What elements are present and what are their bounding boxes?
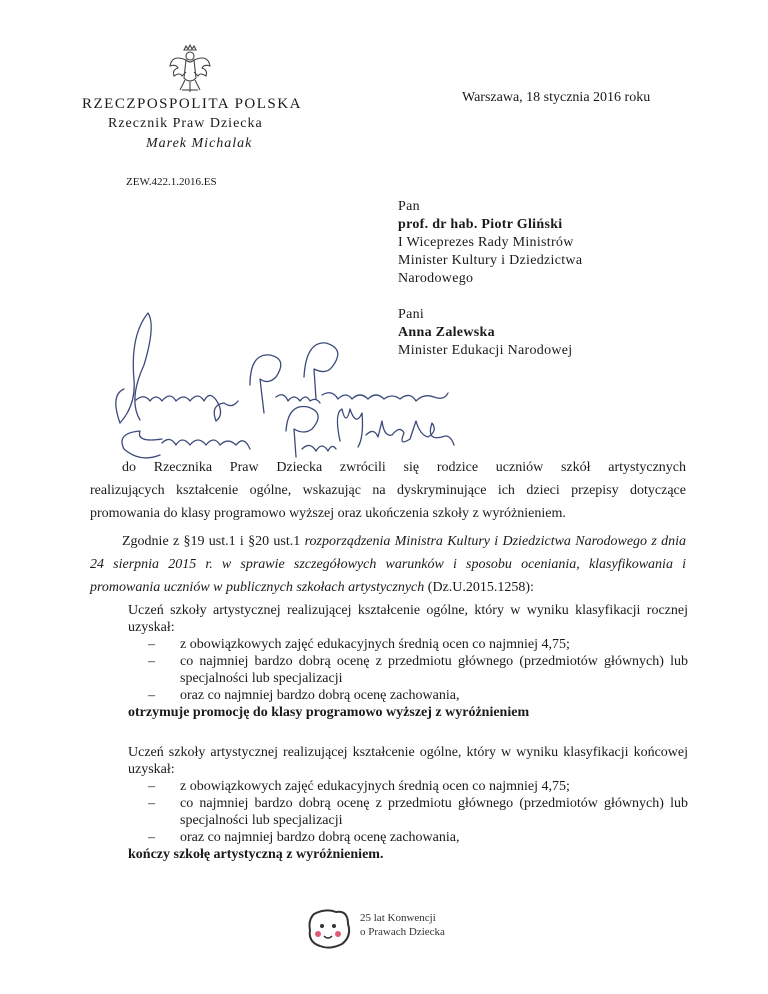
recipient-2-title: Minister Edukacji Narodowej — [398, 343, 573, 358]
criteria-intro: Uczeń szkoły artystycznej realizującej kształcenie ogólne, który w wyniku klasyfikacji końcowej uzyskał: — [128, 745, 688, 777]
body-paragraph-2-start: Zgodnie z §19 ust.1 i §20 ust.1 — [122, 534, 305, 549]
criteria-block-annual — [128, 602, 688, 721]
recipient-1-title: Narodowego — [398, 271, 474, 286]
criteria-result: otrzymuje promocję do klasy programowo wyższej z wyróżnieniem — [128, 705, 530, 720]
recipient-2-salutation: Pani — [398, 307, 425, 322]
list-item: – z obowiązkowych zajęć edukacyjnych średnią ocen co najmniej 4,75; — [148, 779, 570, 794]
handwritten-salutation-signature — [100, 305, 480, 480]
dateline: Warszawa, 18 stycznia 2016 roku — [462, 90, 651, 105]
office-name: Rzecznik Praw Dziecka — [108, 116, 263, 131]
eagle-emblem-icon — [168, 44, 212, 96]
criteria-block-final — [128, 744, 688, 863]
list-item: – co najmniej bardzo dobrą ocenę z przedmiotu głównego (przedmiotów głównych) lub specjalności lub specjalizacji — [148, 796, 688, 828]
body-paragraph-1-rest: realizujących kształcenie ogólne, wskazując na dyskryminujące ich dzieci przepisy dotyczące promowania do klasy programowo wyższej oraz ukończenia szkoły z wyróżnieniem. — [90, 483, 686, 521]
convention-logo-text: 25 lat Konwencji o Prawach Dziecka — [360, 912, 445, 938]
body-paragraph-1 — [90, 456, 686, 525]
reference-number: ZEW.422.1.2016.ES — [126, 176, 217, 188]
list-item: – z obowiązkowych zajęć edukacyjnych średnią ocen co najmniej 4,75; — [148, 637, 570, 652]
recipient-1-title: Minister Kultury i Dziedzictwa — [398, 253, 583, 268]
convention-logo-icon — [306, 908, 352, 950]
list-item: – co najmniej bardzo dobrą ocenę z przedmiotu głównego (przedmiotów głównych) lub specjalności lub specjalizacji — [148, 654, 688, 686]
regulation-title: rozporządzenia Ministra Kultury i Dziedzictwa Narodowego z dnia 24 sierpnia 2015 r. w sprawie szczegółowych warunków i sposobu oceniania, klasyfikowania i promowania uczniów w publicznych szkołach artystycznych — [90, 534, 686, 595]
recipient-1-salutation: Pan — [398, 199, 420, 214]
list-item: – oraz co najmniej bardzo dobrą ocenę zachowania, — [148, 830, 460, 845]
recipient-2-name: Anna Zalewska — [398, 325, 495, 340]
body-paragraph-1-line1: do Rzecznika Praw Dziecka zwrócili się rodzice uczniów szkół artystycznych — [122, 460, 686, 475]
criteria-result: kończy szkołę artystyczną z wyróżnieniem. — [128, 847, 384, 862]
criteria-intro: Uczeń szkoły artystycznej realizującej kształcenie ogólne, który w wyniku klasyfikacji rocznej uzyskał: — [128, 603, 688, 635]
body-paragraph-2 — [90, 530, 686, 599]
ombudsman-name: Marek Michalak — [146, 136, 253, 151]
list-item: – oraz co najmniej bardzo dobrą ocenę zachowania, — [148, 688, 460, 703]
recipient-1 — [398, 198, 582, 288]
org-name: RZECZPOSPOLITA POLSKA — [82, 96, 302, 112]
body-paragraph-2-end: (Dz.U.2015.1258): — [424, 580, 534, 595]
recipient-1-name: prof. dr hab. Piotr Gliński — [398, 217, 563, 232]
recipient-1-title: I Wiceprezes Rady Ministrów — [398, 235, 574, 250]
